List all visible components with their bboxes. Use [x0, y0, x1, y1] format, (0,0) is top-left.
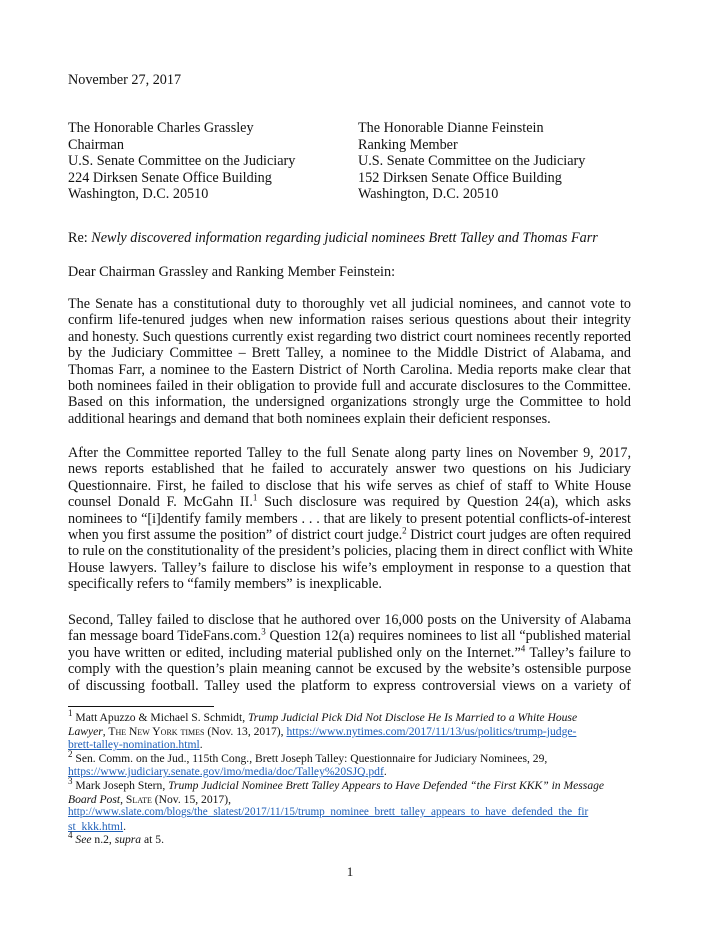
paragraph-line: comply with the question’s plain meaning cannot be excused by the website’s ostensible purpose [68, 661, 631, 678]
paragraph-line: Thomas Farr, a nominee to the Eastern District of North Carolina. Media reports make clear that [68, 361, 631, 378]
addressee-left-line: The Honorable Charles Grassley [68, 120, 254, 136]
paragraph-line: Questionnaire. First, he failed to disclose that his wife serves as chief of staff to White House [68, 477, 631, 494]
footnote-2-cont [68, 765, 631, 779]
footnote-number: 3 [68, 776, 73, 787]
footnote-ref-1: 1 [252, 492, 258, 503]
paragraph-line: Second, Talley failed to disclose that he authored over 16,000 posts on the University of Alabama [68, 612, 631, 628]
addressee-left-line: Washington, D.C. 20510 [68, 186, 209, 202]
paragraph-3 [68, 612, 631, 694]
footnote-text: Mark Joseph Stern, [72, 778, 169, 792]
footnote-3 [68, 776, 631, 793]
text-run: counsel Donald F. McGahn II. [68, 494, 253, 511]
subject-line [68, 230, 598, 247]
footnote-text: n.2, [91, 833, 115, 847]
addressee-left-line: Chairman [68, 136, 124, 153]
footnote-text: (Nov. 15, 2017), [151, 792, 231, 806]
paragraph-line: specifically refers to “family members” is inexplicable. [68, 576, 382, 593]
paragraph-2 [68, 445, 631, 593]
footnote-ref-4: 4 [520, 643, 526, 654]
footnote-number: 2 [68, 748, 73, 759]
nytimes-link[interactable]: brett-talley-nomination.html [68, 738, 200, 752]
page-number: 1 [346, 864, 354, 879]
paragraph-line [68, 645, 631, 661]
footnote-3-cont [68, 820, 631, 834]
footnote-4 [68, 830, 631, 847]
paragraph-line: to rule on the constitutionality of the president’s policies, placing them in direct conflict with White [68, 543, 633, 560]
article-title: Trump Judicial Pick Did Not Disclose He Is Married to a White House [248, 711, 578, 724]
text-run: District court judges are often required [406, 527, 631, 544]
footnote-1 [68, 708, 631, 725]
addressee-left [68, 120, 295, 203]
slate-link[interactable]: http://www.slate.com/blogs/the_slatest/2017/11/15/trump_nominee_brett_talley_appears_to_have_defended_the_fir [68, 806, 589, 819]
nytimes-link[interactable]: https://www.nytimes.com/2017/11/13/us/politics/trump-judge- [286, 724, 577, 738]
footnote-3-cont [68, 793, 631, 807]
paragraph-line: by the Judiciary Committee – Brett Talley, a nominee to the Middle District of Alabama, and [68, 345, 631, 362]
text-run: Question 12(a) requires nominees to list all “published material [265, 628, 631, 645]
paragraph-line: additional hearings and demand that both nominees explain their deficient responses. [68, 410, 551, 427]
article-title: Trump Judicial Nominee Brett Talley Appears to Have Defended “the First KKK” in Message [168, 778, 605, 792]
footnote-text: . [199, 738, 203, 752]
addressee-left-line: 224 Dirksen Senate Office Building [68, 169, 272, 186]
addressee-right-line: Ranking Member [358, 136, 458, 153]
footnote-text: Sen. Comm. on the Jud., 115th Cong., Brett Joseph Talley: Questionnaire for Judiciary Nominees, 29, [72, 751, 548, 765]
letter-date: November 27, 2017 [68, 72, 182, 88]
paragraph-line: House lawyers. Talley’s failure to disclose his wife’s employment in response to a question that [68, 559, 631, 576]
paragraph-line: both nominees failed in their obligation to provide full and accurate disclosures to the Committee. [68, 378, 631, 395]
footnotes [68, 708, 631, 847]
subject-label: Re: [68, 230, 88, 246]
slate-link[interactable]: st_kkk.html [68, 819, 124, 833]
paragraph-line [68, 527, 631, 543]
footnote-1-cont [68, 725, 631, 739]
paragraph-line: news reports established that he failed to accurately answer two questions on his Judiciary [68, 461, 631, 478]
paragraph-line: After the Committee reported Talley to the full Senate along party lines on November 9, 2017, [68, 445, 631, 461]
footnote-number: 1 [68, 708, 73, 719]
paragraph-line: Based on this information, the undersigned organizations strongly urge the Committee to hold [68, 394, 631, 411]
paragraph-line [68, 494, 631, 510]
text-run: you have written or edited, including material published only on the Internet.” [68, 644, 521, 661]
footnote-3-cont [68, 806, 631, 820]
footnote-text: . [383, 765, 387, 779]
footnote-ref-2: 2 [402, 525, 407, 536]
footnote-text: . [123, 819, 126, 833]
footnote-number: 4 [68, 830, 73, 841]
addressee-left-line: U.S. Senate Committee on the Judiciary [68, 153, 296, 169]
addressee-right-line: Washington, D.C. 20510 [358, 186, 499, 202]
article-title: Lawyer [68, 724, 103, 738]
text-run: fan message board TideFans.com. [68, 628, 262, 645]
addressee-right-line: The Honorable Dianne Feinstein [358, 120, 544, 136]
footnote-divider [68, 706, 214, 707]
paragraph-line [68, 628, 631, 644]
paragraph-line: nominees to “[i]dentify family members . . . that are likely to present potential conflicts-of-interest [68, 510, 631, 527]
article-title: Board Post [68, 792, 121, 806]
addressee-right-line: 152 Dirksen Senate Office Building [358, 169, 562, 186]
publication: , Slate [120, 792, 152, 806]
judiciary-link[interactable]: https://www.judiciary.senate.gov/imo/media/doc/Talley%20SJQ.pdf [68, 765, 384, 779]
publication: , The New York times [102, 724, 205, 738]
footnote-1-cont [68, 738, 631, 752]
addressee-right [358, 120, 585, 203]
signal-see: See [75, 833, 92, 847]
footnote-text: Matt Apuzzo & Michael S. Schmidt, [72, 711, 248, 724]
footnote-ref-3: 3 [261, 626, 266, 637]
text-run: Talley’s failure to [525, 644, 631, 661]
paragraph-line: and honesty. Such questions currently exist regarding two district court nominees recently reported [68, 328, 631, 345]
paragraph-line: confirm life-tenured judges when new information raises serious questions about their integrity [68, 312, 631, 329]
paragraph-line: of discussing football. Talley used the platform to express controversial views on a variety of [68, 677, 631, 694]
signal-supra: supra [114, 833, 142, 847]
text-run: when you first assume the position” of district court judge. [68, 527, 403, 544]
footnote-text: (Nov. 13, 2017), [204, 724, 287, 738]
subject-text: Newly discovered information regarding judicial nominees Brett Talley and Thomas Farr [91, 230, 598, 246]
footnote-text: at 5. [141, 833, 164, 847]
text-run: Such disclosure was required by Question 24(a), which asks [257, 494, 632, 511]
paragraph-1 [68, 296, 631, 427]
footnote-2 [68, 748, 631, 766]
paragraph-line: The Senate has a constitutional duty to thoroughly vet all judicial nominees, and cannot vote to [68, 296, 631, 312]
salutation: Dear Chairman Grassley and Ranking Member Feinstein: [68, 264, 396, 280]
addressee-right-line: U.S. Senate Committee on the Judiciary [358, 153, 586, 169]
